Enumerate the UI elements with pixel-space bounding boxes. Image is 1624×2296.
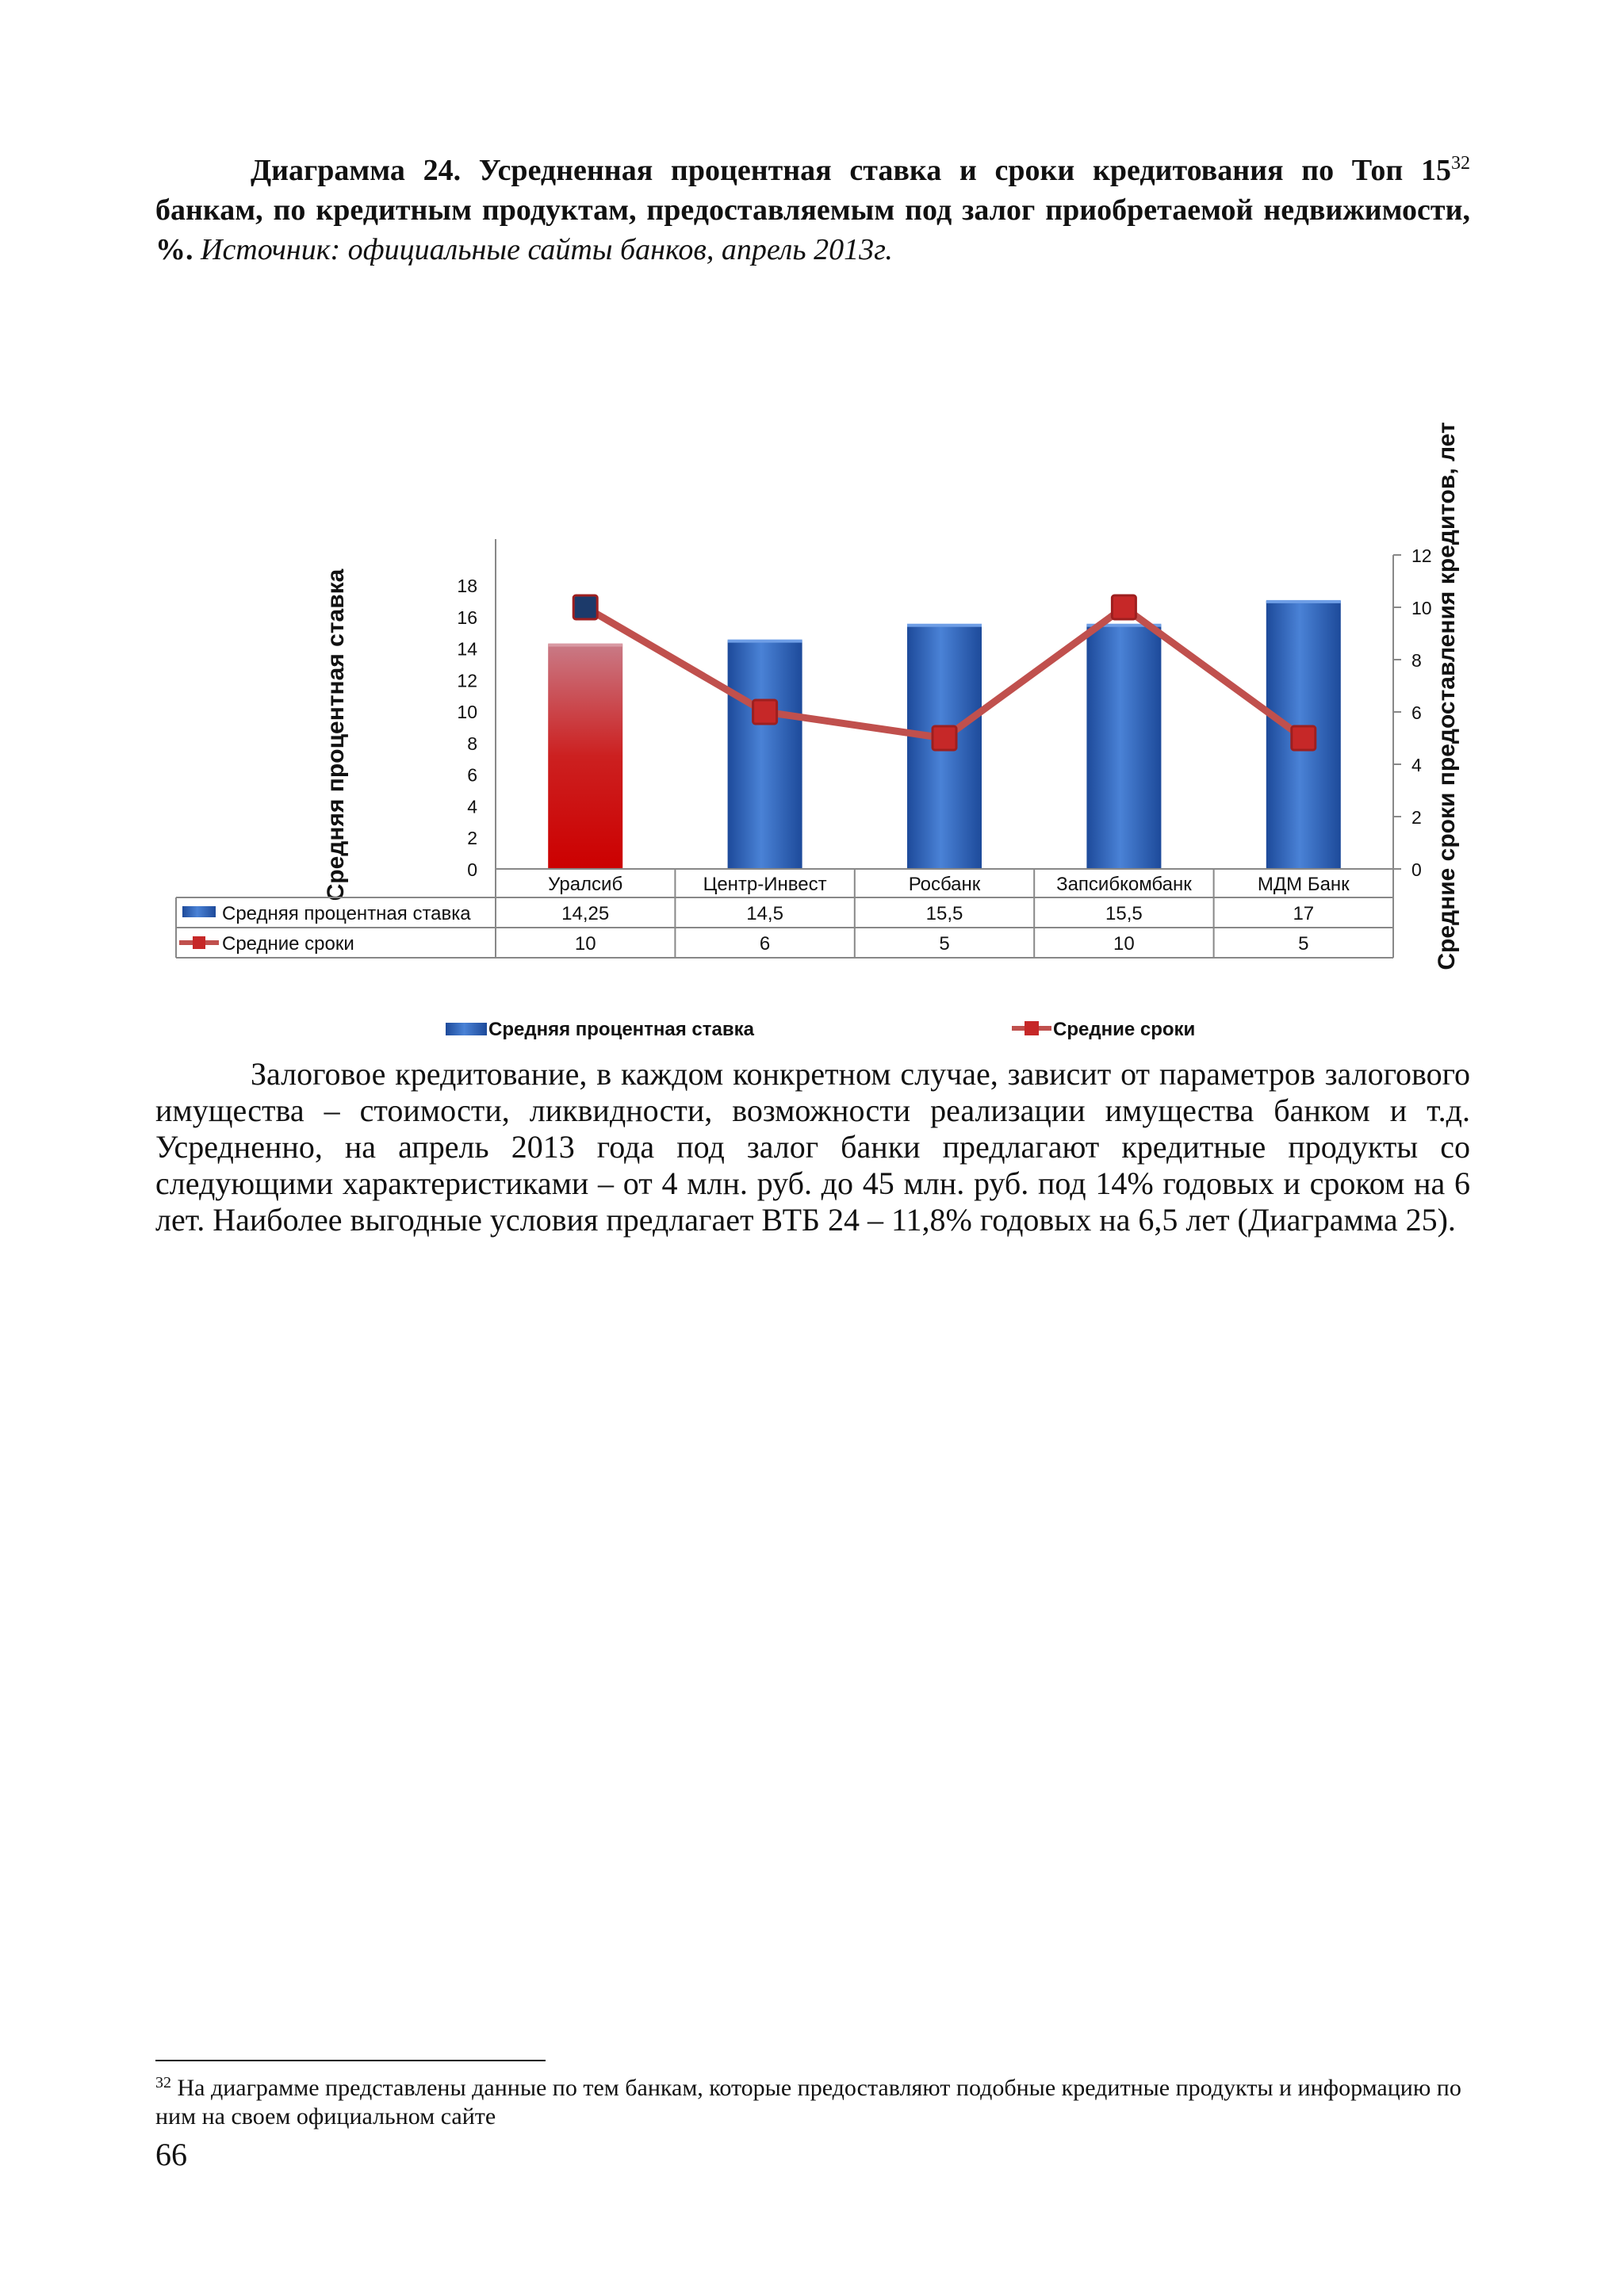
data-label: 15,5 xyxy=(1105,903,1143,924)
footnote xyxy=(155,2074,1472,2131)
y-tick-label: 4 xyxy=(467,796,477,817)
y-tick-label: 14 xyxy=(457,638,477,660)
figure-caption xyxy=(155,151,1470,270)
table-series-name: Средние сроки xyxy=(222,933,354,955)
y-tick-label: 10 xyxy=(457,702,477,723)
page-number: 66 xyxy=(155,2137,187,2172)
caption-bold-b: банкам, по кредитным продуктам, предоставляемым под залог приобретаемой недвижимости, %. xyxy=(155,193,1470,266)
bar xyxy=(728,641,802,869)
footnote-divider xyxy=(155,2060,546,2061)
y2-tick-label: 8 xyxy=(1411,650,1422,671)
data-label: 10 xyxy=(1113,933,1135,955)
data-label: 5 xyxy=(939,933,950,955)
y-tick-label: 6 xyxy=(467,764,477,786)
y-tick-label: 2 xyxy=(467,828,477,849)
y-tick-label: 12 xyxy=(457,670,477,691)
category-label: Уралсиб xyxy=(548,874,623,895)
caption-source: Источник: официальные сайты банков, апрель 2013г. xyxy=(193,233,893,266)
table-series-name: Средняя процентная ставка xyxy=(222,903,471,924)
data-label: 14,25 xyxy=(561,903,610,924)
y-tick-label: 8 xyxy=(467,733,477,754)
paragraph-text: Залоговое кредитование, в каждом конкретном случае, зависит от параметров залогового имущества – стоимости, ликвидности, возможности реализации имущества банком и т.д. Усредненно, на апрель 2013 года под залог банки предлагают кредитные продукты со следующими характеристиками – от 4 млн. руб. до 45 млн. руб. под 14% годовых и сроком на 6 лет. Наиболее выгодные условия предлагает ВТБ 24 – 11,8% годовых на 6,5 лет (Диаграмма 25). xyxy=(155,1056,1470,1238)
y-axis-label: Средняя процентная ставка xyxy=(323,568,349,901)
combo-chart xyxy=(0,285,1624,1047)
y2-tick-label: 4 xyxy=(1411,755,1422,775)
line-point xyxy=(753,700,777,724)
data-label: 6 xyxy=(759,933,771,955)
line-point xyxy=(933,726,956,750)
legend-entry: Средние сроки xyxy=(1053,1019,1196,1040)
data-label: 15,5 xyxy=(925,903,963,924)
category-label: Росбанк xyxy=(908,874,981,895)
legend-entry: Средняя процентная ставка xyxy=(488,1019,754,1040)
data-label: 14,5 xyxy=(746,903,783,924)
y2-tick-label: 10 xyxy=(1411,598,1432,618)
footnote-number: 32 xyxy=(155,2074,171,2091)
line-point xyxy=(1112,595,1136,619)
y2-tick-label: 2 xyxy=(1411,807,1422,828)
category-label: МДМ Банк xyxy=(1257,874,1350,895)
y-tick-label: 16 xyxy=(457,607,477,628)
y-tick-label: 0 xyxy=(467,859,477,880)
bar xyxy=(1086,625,1161,869)
y2-tick-label: 12 xyxy=(1411,545,1432,566)
body-paragraph xyxy=(155,1056,1470,1238)
y2-tick-label: 0 xyxy=(1411,859,1422,880)
footnote-text: На диаграмме представлены данные по тем банкам, которые предоставляют подобные кредитные продукты и информацию по ним на своем официальном сайте xyxy=(155,2075,1461,2130)
category-label: Центр-Инвест xyxy=(703,874,827,895)
y2-tick-label: 6 xyxy=(1411,702,1422,723)
caption-bold-a: Диаграмма 24. Усредненная процентная ставка и сроки кредитования по Топ 15 xyxy=(251,154,1451,187)
category-label: Запсибкомбанк xyxy=(1056,874,1192,895)
bar xyxy=(548,645,622,869)
line-point xyxy=(573,595,597,619)
data-label: 17 xyxy=(1293,903,1315,924)
data-label: 5 xyxy=(1298,933,1309,955)
y2-axis-label: Средние сроки предоставления кредитов, лет xyxy=(1434,422,1460,970)
y-tick-label: 18 xyxy=(457,576,477,596)
line-point xyxy=(1292,726,1316,750)
data-label: 10 xyxy=(574,933,596,955)
footnote-ref[interactable]: 32 xyxy=(1451,153,1470,174)
